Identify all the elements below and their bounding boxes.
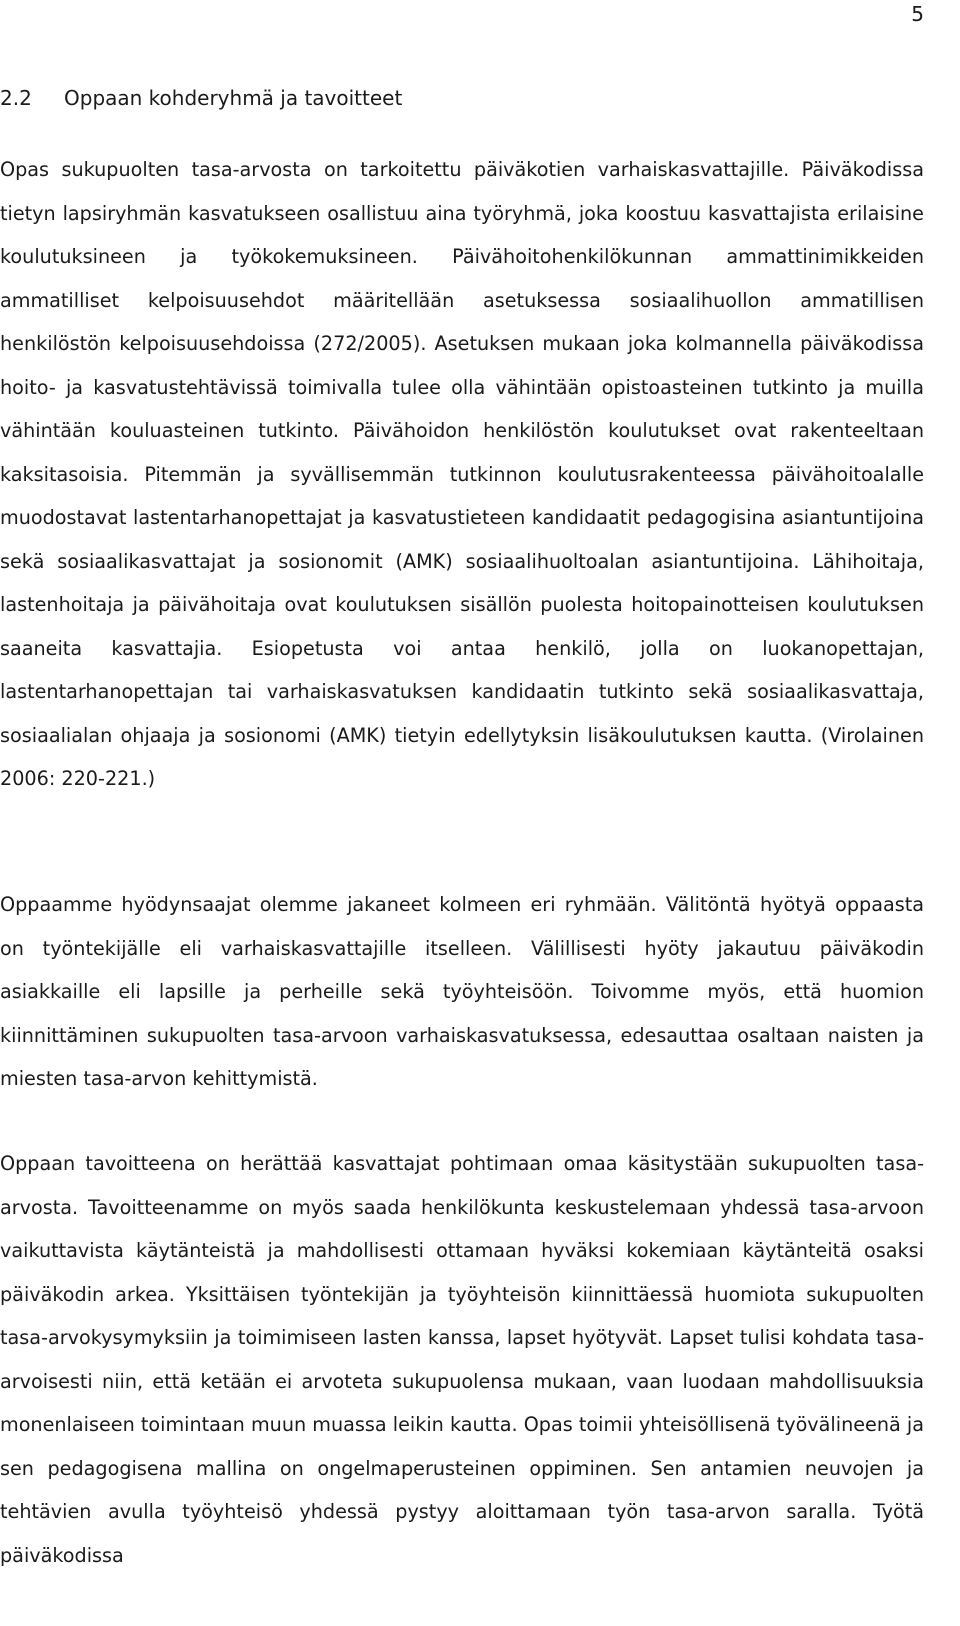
paragraph-goals: Oppaan tavoitteena on herättää kasvattajat pohtimaan omaa käsitystään sukupuolten tasa-arvosta. Tavoitteenamme on myös saada henkilökunta keskustelemaan yhdessä tasa-arvoon vaikuttavista käytänteistä ja mahdollisesti ottamaan hyväksi kokemiaan käytänteitä osaksi päiväkodin arkea. Yksittäisen työntekijän ja työyhteisön kiinnittäessä huomiota sukupuolten tasa-arvokysymyksiin ja toimimiseen lasten kanssa, lapset hyötyvät. Lapset tulisi kohdata tasa-arvoisesti niin, että ketään ei arvoteta sukupuolensa mukaan, vaan luodaan mahdollisuuksia monenlaiseen toimintaan muun muassa leikin kautta. Opas toimii yhteisöllisenä työvälineenä ja sen pedagogisena mallina on ongelmaperusteinen oppiminen. Sen antamien neuvojen ja tehtävien avulla työyhteisö yhdessä pystyy aloittamaan työn tasa-arvon saralla. Työtä päiväkodissa	[0, 1152, 924, 1567]
section-title: Oppaan kohderyhmä ja tavoitteet	[64, 86, 403, 110]
paragraph-staff-qualifications: Opas sukupuolten tasa-arvosta on tarkoitettu päiväkotien varhaiskasvattajille. Päiväkodissa tietyn lapsiryhmän kasvatukseen osallistuu aina työryhmä, joka koostuu kasvattajista erilaisine koulutuksineen ja työkokemuksineen. Päivähoitohenkilökunnan ammattinimikkeiden ammatilliset kelpoisuusehdot määritellään asetuksessa sosiaalihuollon ammatillisen henkilöstön kelpoisuusehdoissa (272/2005). Asetuksen mukaan joka kolmannella päiväkodissa hoito- ja kasvatustehtävissä toimivalla tulee olla vähintään opistoasteinen tutkinto ja muilla vähintään kouluasteinen tutkinto. Päivähoidon henkilöstön koulutukset ovat rakenteeltaan kaksitasoisia. Pitemmän ja syvällisemmän tutkinnon koulutusrakenteessa päivähoitoalalle muodostavat lastentarhanopettajat ja kasvatustieteen kandidaatit pedagogisina asiantuntijoina sekä sosiaalikasvattajat ja sosionomit (AMK) sosiaalihuoltoalan asiantuntijoina. Lähihoitaja, lastenhoitaja ja päivähoitaja ovat koulutuksen sisällön puolesta hoitopainotteisen koulutuksen saaneita kasvattajia. Esiopetusta voi antaa henkilö, jolla on luokanopettajan, lastentarhanopettajan tai varhaiskasvatuksen kandidaatin tutkinto sekä sosiaalikasvattaja, sosiaalialan ohjaaja ja sosionomi (AMK) tietyin edellytyksin lisäkoulutuksen kautta. (Virolainen 2006: 220-221.)	[0, 158, 924, 790]
section-heading	[0, 84, 402, 112]
paragraph-beneficiaries: Oppaamme hyödynsaajat olemme jakaneet kolmeen eri ryhmään. Välitöntä hyötyä oppaasta on työntekijälle eli varhaiskasvattajille itselleen. Välillisesti hyöty jakautuu päiväkodin asiakkaille eli lapsille ja perheille sekä työyhteisöön. Toivomme myös, että huomion kiinnittäminen sukupuolten tasa-arvoon varhaiskasvatuksessa, edesauttaa osaltaan naisten ja miesten tasa-arvon kehittymistä.	[0, 893, 924, 1090]
section-number: 2.2	[0, 86, 32, 110]
page-number: 5	[911, 2, 924, 26]
